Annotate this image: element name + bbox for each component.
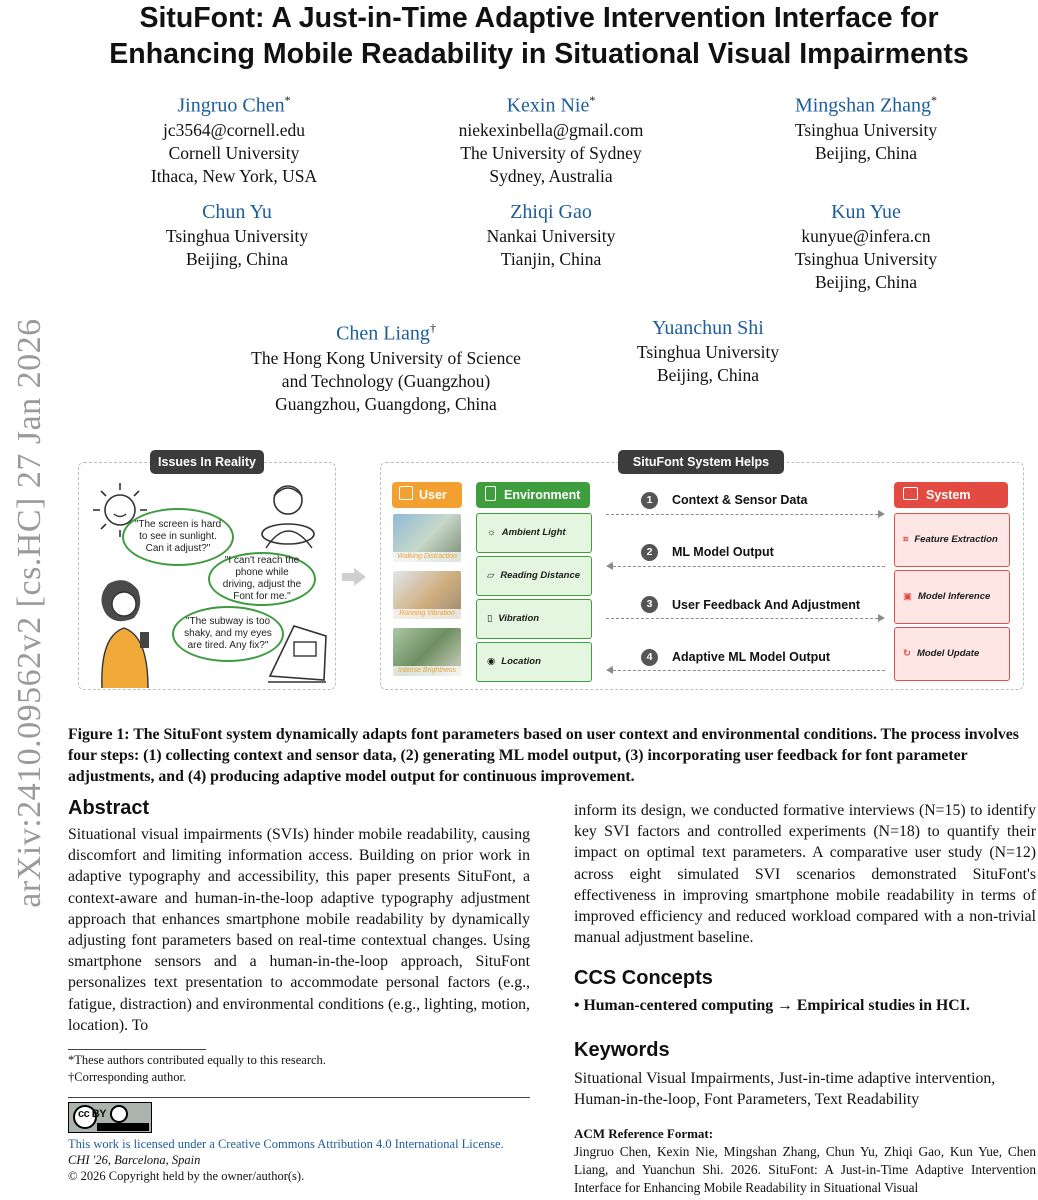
ruler-icon: ▱	[487, 570, 495, 581]
author-block: Chun Yu Tsinghua University Beijing, China	[165, 201, 309, 269]
photo-running: Running Vibration	[393, 571, 461, 619]
author-name[interactable]: Jingruo Chen	[177, 94, 285, 117]
speech-bubble: "The subway is too shaky, and my eyes are tired. Any fix?"	[172, 606, 284, 662]
refresh-icon: ↻	[903, 648, 911, 659]
figure-caption: Figure 1: The SituFont system dynamically adapts font parameters based on user context and environmental conditions. The process involves four steps: (1) collecting context and sensor data, (2) generating ML model output, (3) incorporating user feedback for font parameter adjustments, and (4) producing adaptive model output for continuous improvement.	[68, 726, 1019, 785]
step-2-label: ML Model Output	[672, 545, 774, 559]
flow-line	[613, 566, 885, 567]
arrow-left-icon	[606, 562, 613, 570]
arxiv-identifier: arXiv:2410.09562v2 [cs.HC] 27 Jan 2026	[11, 318, 48, 908]
ccs-heading: CCS Concepts	[574, 967, 713, 989]
author-block: Yuanchun Shi Tsinghua University Beijing, China	[636, 317, 780, 385]
figure-1	[78, 450, 1024, 696]
flow-line	[613, 670, 885, 671]
author-block: Kexin Nie* niekexinbella@gmail.com The University of Sydney Sydney, Australia	[458, 93, 644, 186]
acm-heading: ACM Reference Format:	[574, 1126, 714, 1141]
author-name[interactable]: Yuanchun Shi	[652, 317, 764, 339]
speech-bubble: "I can't reach the phone while driving, adjust the Font for me."	[208, 552, 316, 606]
author-block: Jingruo Chen* jc3564@cornell.edu Cornell University Ithaca, New York, USA	[150, 93, 318, 186]
right-arrow-icon	[340, 566, 368, 588]
sys-feature-extraction: ⌗ Feature Extraction	[894, 513, 1010, 567]
abstract-heading: Abstract	[68, 797, 150, 819]
author-block: Zhiqi Gao Nankai University Tianjin, China	[486, 201, 616, 269]
photo-walking: Walking Distraction	[393, 514, 461, 562]
step-2-badge: 2	[641, 544, 658, 561]
vibration-icon: ▯	[487, 613, 493, 624]
footnote-corresponding: †Corresponding author.	[68, 1070, 187, 1084]
user-icon	[399, 486, 413, 500]
environment-header: Environment	[476, 482, 590, 508]
paper-title	[40, 0, 1038, 72]
author-name[interactable]: Mingshan Zhang	[794, 94, 932, 117]
step-3-badge: 3	[641, 596, 658, 613]
flow-line	[606, 514, 878, 515]
ccs-concepts: • Human-centered computing → Empirical studies in HCI.	[574, 997, 970, 1014]
step-4-label: Adaptive ML Model Output	[672, 650, 831, 664]
speech-bubble: "The screen is hard to see in sunlight. Can it adjust?"	[122, 508, 234, 566]
keywords-heading: Keywords	[574, 1039, 670, 1061]
phone-icon	[485, 486, 496, 501]
author-name[interactable]: Chun Yu	[202, 201, 272, 223]
sys-model-inference: ▣ Model Inference	[894, 570, 1010, 624]
keywords-text: Situational Visual Impairments, Just-in-time adaptive intervention, Human-in-the-loop, Font Parameters, Text Readability	[574, 1070, 996, 1109]
server-icon	[903, 487, 918, 500]
license-rule	[68, 1097, 530, 1098]
license-link[interactable]: This work is licensed under a Creative Commons Attribution 4.0 International License.	[68, 1137, 504, 1151]
extract-icon: ⌗	[903, 534, 909, 545]
step-1-badge: 1	[641, 492, 658, 509]
env-reading-distance: ▱ Reading Distance	[476, 556, 592, 596]
footnote-rule	[68, 1049, 206, 1050]
flow-line	[606, 618, 878, 619]
author-block: Chen Liang† The Hong Kong University of Science and Technology (Guangzhou) Guangzhou, Guangdong, China	[251, 321, 521, 414]
title-line-2: Enhancing Mobile Readability in Situational Visual Impairments	[109, 38, 969, 70]
location-icon: ◉	[487, 656, 496, 667]
driver-icon	[254, 478, 324, 550]
photo-brightness: Intense Brightness	[393, 628, 461, 676]
terminal-icon: ▣	[903, 591, 912, 602]
arrow-left-icon	[606, 666, 613, 674]
env-ambient-light: ☼ Ambient Light	[476, 513, 592, 553]
footnote-equal-contribution: *These authors contributed equally to this research.	[68, 1053, 326, 1067]
issues-pill: Issues In Reality	[150, 450, 264, 474]
acm-reference: Jingruo Chen, Kexin Nie, Mingshan Zhang, Chun Yu, Zhiqi Gao, Kun Yue, Chen Liang, and Yuanchun Shi. 2026. SituFont: A Just-in-Time Adaptive Intervention Interface for Enhancing Mobile Readability in Situational Visual	[574, 1144, 1036, 1195]
abstract-continuation: inform its design, we conducted formative interviews (N=15) to identify key SVI factors and controlled experiments (N=18) to quantify their impact on optimal text parameters. A comparative user study (N=12) across eight simulated SVI scenarios demonstrated SituFont's effectiveness in improving smartphone mobile readability in terms of improved efficiency and reduced workload compared with a non-trivial manual adjustment baseline.	[574, 802, 1036, 947]
arrow-right-icon	[878, 510, 885, 518]
copyright: © 2026 Copyright held by the owner/author(s).	[68, 1169, 305, 1183]
author-block: Mingshan Zhang* Tsinghua University Beijing, China	[794, 93, 938, 163]
arrow-right-icon	[878, 614, 885, 622]
system-helps-pill: SituFont System Helps	[618, 450, 784, 474]
author-name[interactable]: Chen Liang	[336, 322, 430, 345]
cc-logo-label: cc BY	[78, 1108, 107, 1120]
abstract-text: Situational visual impairments (SVIs) hinder mobile readability, causing discomfort and limiting information access. Building on prior work in adaptive typography and accessibility, this paper presents SituFont, a context-aware and human-in-the-loop adaptive typography adjustment approach that enhances smartphone mobile readability by dynamically adjusting font parameters based on real-time contextual changes. Using smartphone sensors and a human-in-the-loop approach, SituFont personalizes text presentation to accommodate personal factors (e.g., fatigue, distraction) and environmental conditions (e.g., lighting, motion, location). To	[68, 826, 530, 1034]
author-name[interactable]: Kun Yue	[831, 201, 901, 223]
env-location: ◉ Location	[476, 642, 592, 682]
step-1-label: Context & Sensor Data	[672, 493, 808, 507]
step-3-label: User Feedback And Adjustment	[672, 598, 861, 612]
user-header: User	[392, 482, 462, 508]
cc-by-logo	[68, 1102, 152, 1133]
author-name[interactable]: Zhiqi Gao	[510, 201, 592, 223]
title-line-1: SituFont: A Just-in-Time Adaptive Intervention Interface for	[139, 2, 939, 34]
venue: CHI '26, Barcelona, Spain	[68, 1153, 201, 1167]
person-phone-icon	[86, 576, 166, 688]
env-vibration: ▯ Vibration	[476, 599, 592, 639]
system-header: System	[894, 482, 1008, 508]
author-name[interactable]: Kexin Nie	[506, 94, 590, 117]
author-block: Kun Yue kunyue@infera.cn Tsinghua University Beijing, China	[794, 201, 938, 292]
step-4-badge: 4	[641, 649, 658, 666]
light-icon: ☼	[487, 527, 496, 538]
sys-model-update: ↻ Model Update	[894, 627, 1010, 681]
